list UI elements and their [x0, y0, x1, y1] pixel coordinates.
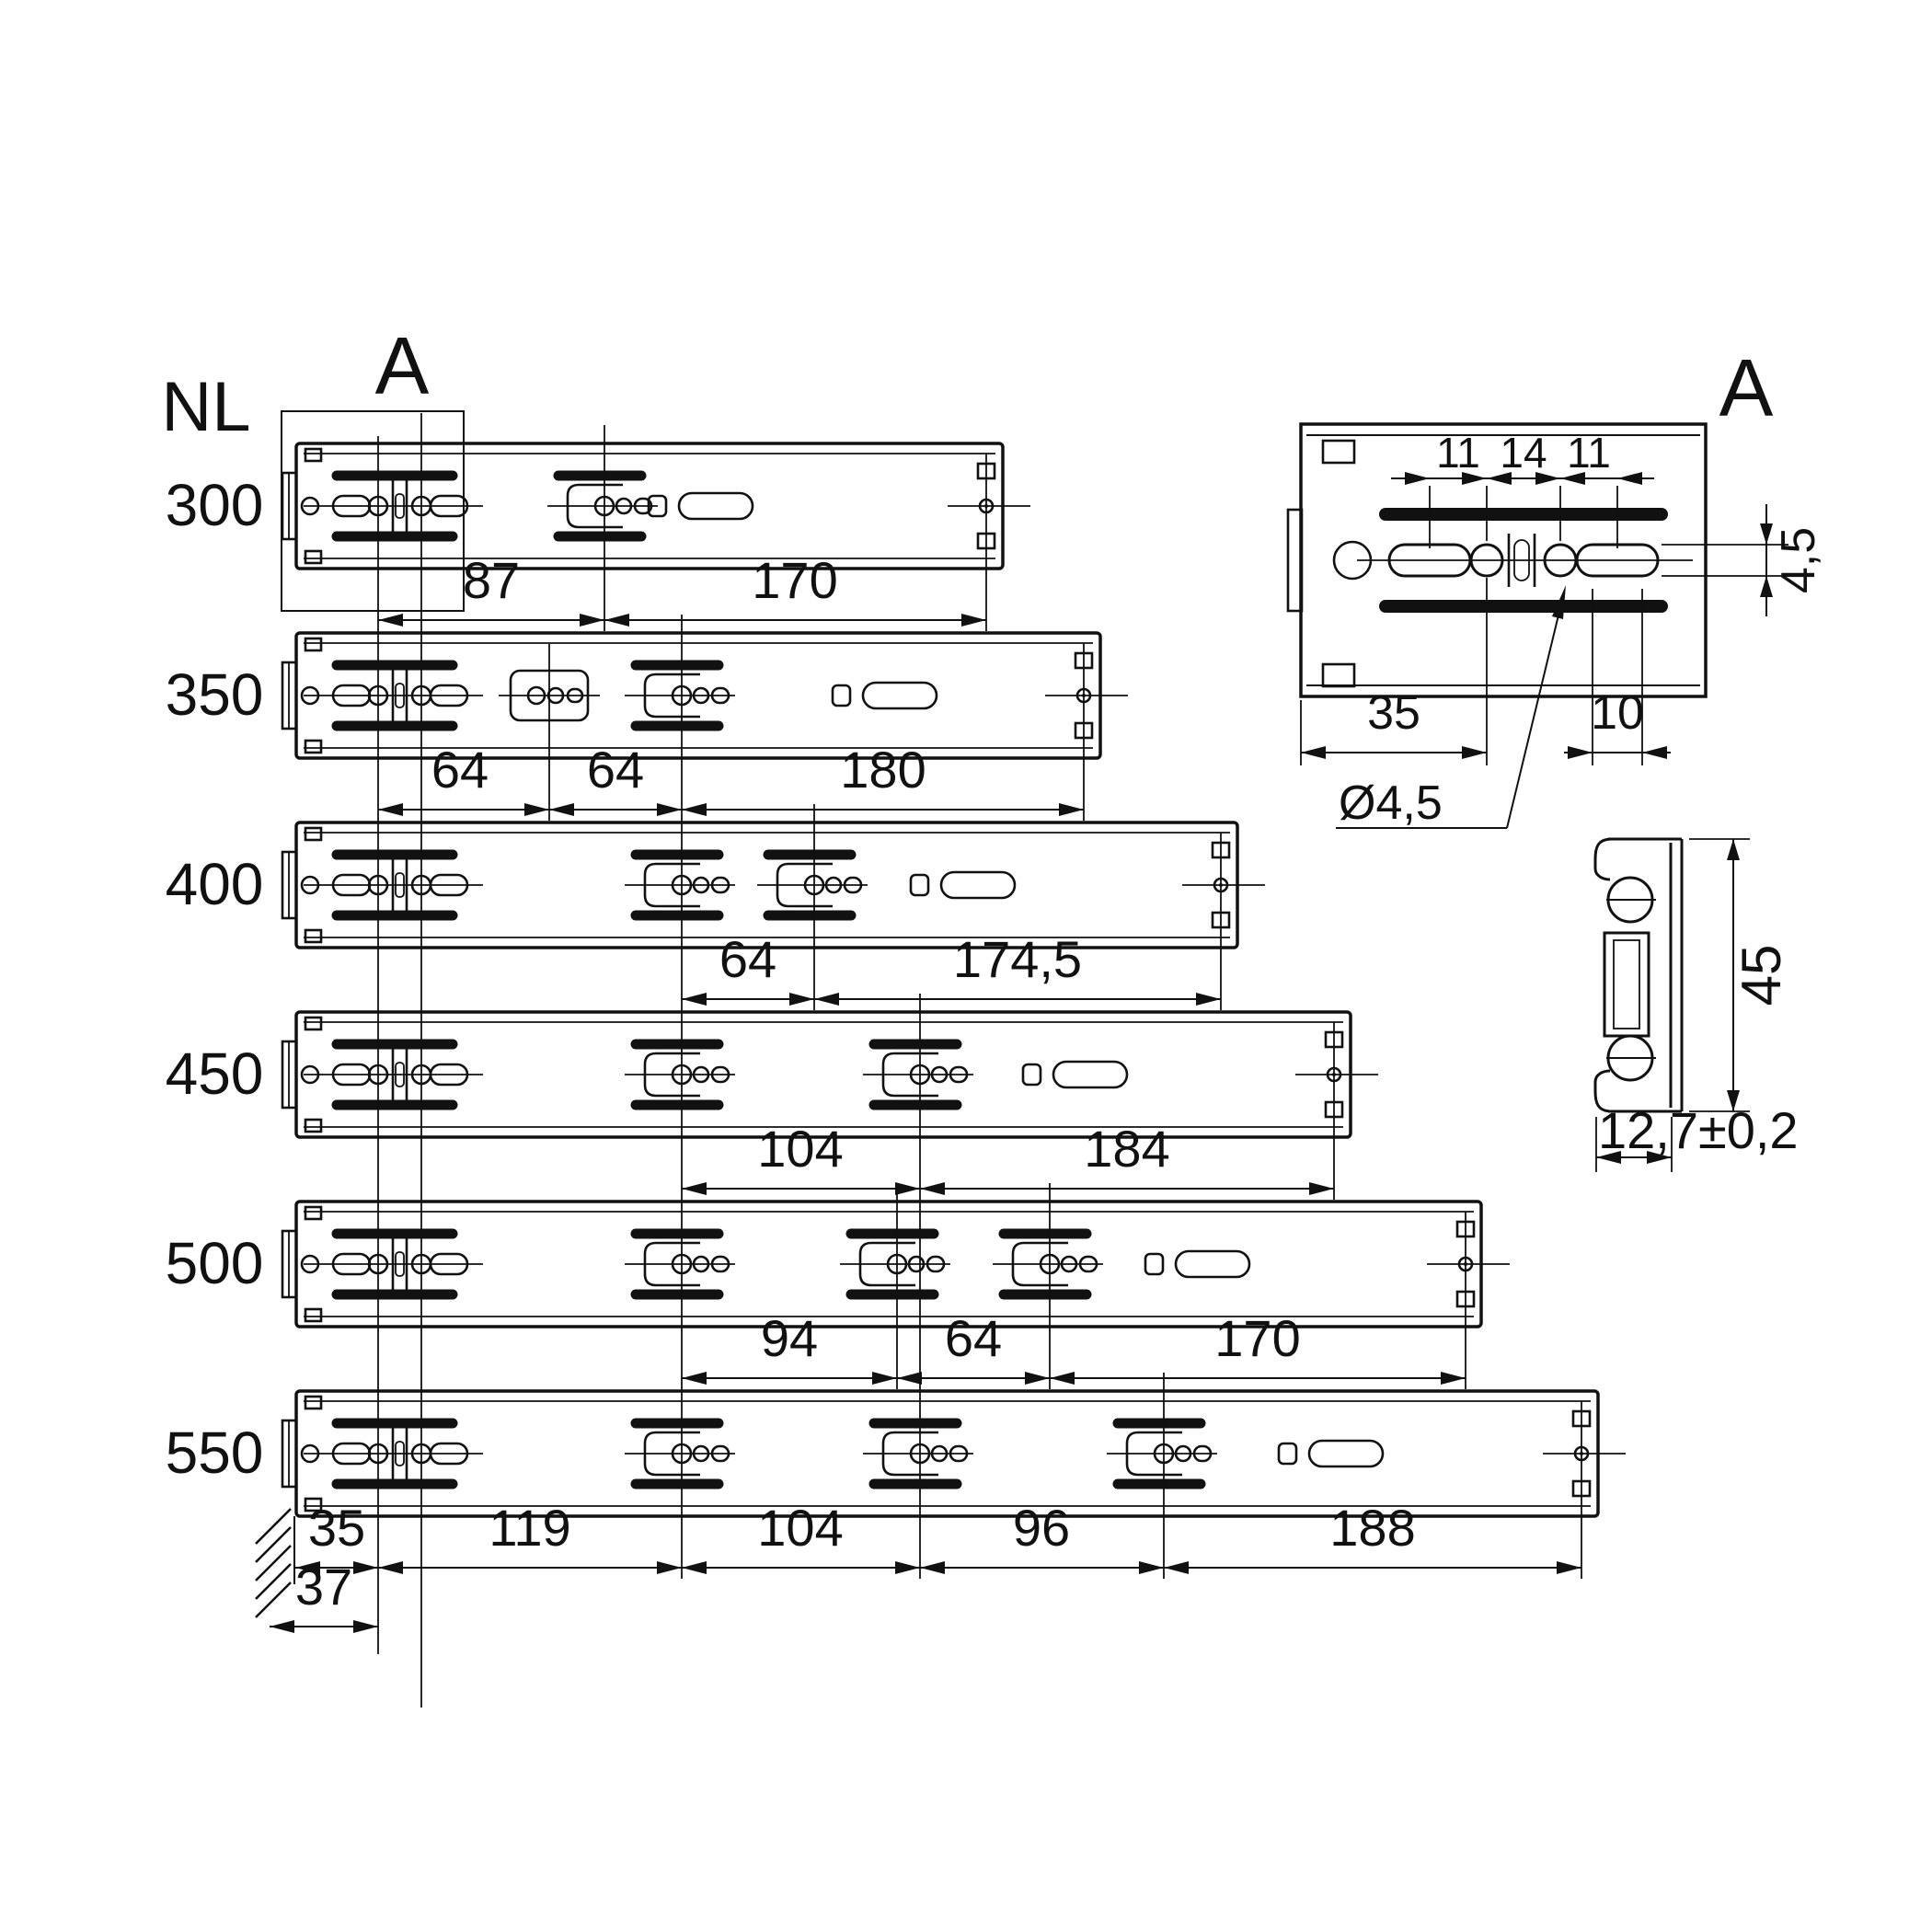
profile-dim-45: 45	[1731, 944, 1792, 1006]
dim-chain-450	[682, 1022, 1334, 1200]
row-label-350: 350	[165, 661, 264, 728]
row-label-300: 300	[165, 472, 264, 538]
dim-350-180: 180	[840, 741, 926, 799]
detail-dim-14: 14	[1500, 429, 1547, 477]
detail-dim-11a: 11	[1436, 429, 1480, 477]
dim-300-170: 170	[752, 551, 838, 609]
dim-chain-350	[378, 643, 1084, 821]
rail-300	[282, 443, 1030, 569]
row-label-450: 450	[165, 1041, 264, 1107]
dim-550-35: 35	[307, 1499, 366, 1557]
detail-dim-4-5: 4,5	[1772, 526, 1825, 594]
dim-550-119: 119	[489, 1499, 571, 1557]
profile-dim-12-7: 12,7±0,2	[1598, 1101, 1799, 1159]
dim-500-94: 94	[760, 1309, 819, 1367]
detail-dim-11b: 11	[1567, 429, 1611, 477]
dim-500-64: 64	[944, 1309, 1003, 1367]
dim-550-104: 104	[757, 1499, 844, 1557]
section-marker-a: A	[374, 320, 430, 411]
detail-hole-dia: Ø4,5	[1339, 776, 1443, 830]
detail-dim-10: 10	[1591, 686, 1644, 740]
rail-550	[282, 1391, 1626, 1516]
dim-chain-500	[682, 1183, 1466, 1389]
row-label-400: 400	[165, 851, 264, 917]
dim-550-188: 188	[1329, 1499, 1416, 1557]
nl-label: NL	[161, 368, 251, 446]
dim-500-170: 170	[1214, 1309, 1301, 1367]
detail-title-a: A	[1719, 342, 1774, 433]
row-label-550: 550	[165, 1420, 264, 1486]
rail-350	[282, 633, 1128, 758]
detail-view-a	[1288, 424, 1825, 830]
dim-550-96: 96	[1012, 1499, 1071, 1557]
dim-350-64a: 64	[431, 741, 489, 799]
dim-37: 37	[294, 1558, 353, 1616]
dim-chain-300	[378, 425, 986, 631]
dim-300-87: 87	[462, 551, 521, 609]
wall-hatch	[256, 1509, 294, 1617]
dim-350-64b: 64	[586, 741, 645, 799]
dim-400-64: 64	[719, 930, 777, 988]
side-profile-view	[1595, 839, 1799, 1172]
rail-400	[282, 822, 1265, 948]
dim-450-184: 184	[1084, 1120, 1170, 1178]
detail-callout-box	[282, 411, 464, 611]
detail-dim-35: 35	[1367, 686, 1420, 740]
dim-400-174-5: 174,5	[952, 930, 1083, 988]
rail-450	[282, 1012, 1378, 1137]
rail-500	[282, 1202, 1510, 1327]
row-label-500: 500	[165, 1230, 264, 1296]
dim-chain-400	[682, 804, 1221, 1010]
dim-450-104: 104	[757, 1120, 844, 1178]
